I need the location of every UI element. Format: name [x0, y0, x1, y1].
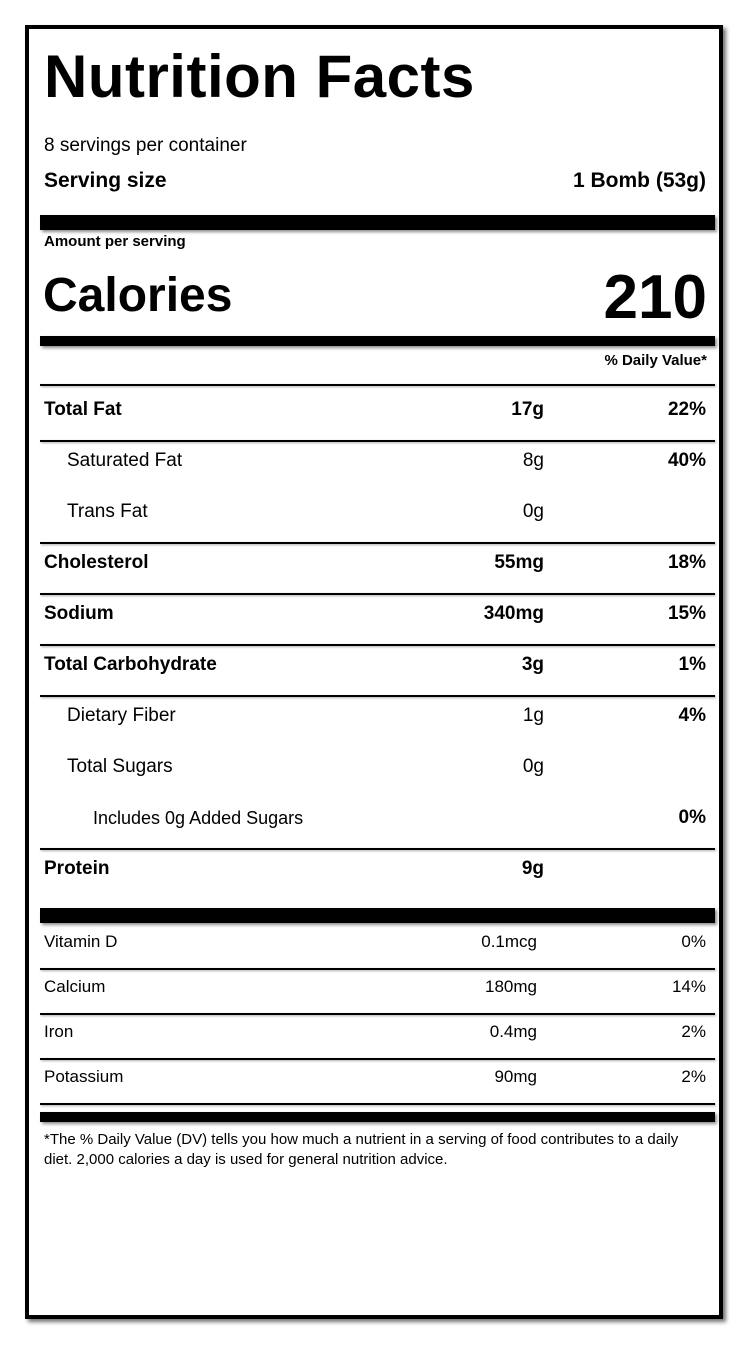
vitamin-amount: 0.4mg [489, 1022, 537, 1041]
nutrient-row-total-carbohydrate [29, 650, 719, 680]
nutrient-name: Dietary Fiber [67, 705, 176, 726]
vitamin-row-vitamin-d [29, 929, 719, 955]
divider [40, 848, 715, 850]
medium-divider [40, 336, 715, 346]
divider [40, 968, 715, 970]
nutrient-name: Total Fat [44, 399, 122, 420]
vitamin-amount: 180mg [485, 977, 537, 996]
nutrient-row-total-fat [29, 395, 719, 425]
nutrient-amount: 8g [522, 450, 544, 471]
nutrient-name: Includes 0g Added Sugars [93, 808, 304, 828]
nutrient-amount: 340mg [483, 603, 544, 624]
vitamin-dv: 14% [671, 977, 706, 996]
nutrient-row-sodium [29, 599, 719, 629]
divider [40, 1013, 715, 1015]
nutrition-facts-label [25, 25, 723, 1319]
vitamin-amount: 0.1mcg [481, 932, 537, 951]
nutrient-dv: 18% [667, 552, 706, 573]
nutrient-row-total-sugars [29, 752, 719, 782]
divider [40, 542, 715, 544]
nutrient-amount: 17g [511, 399, 544, 420]
label-title: Nutrition Facts [44, 43, 475, 110]
vitamin-row-iron [29, 1019, 719, 1045]
nutrient-amount: 55mg [494, 552, 544, 573]
servings-per-container: 8 servings per container [44, 135, 247, 156]
nutrient-row-protein [29, 854, 719, 884]
nutrient-dv: 1% [678, 654, 706, 675]
divider [40, 695, 715, 697]
vitamin-dv: 2% [681, 1067, 706, 1086]
vitamin-row-potassium [29, 1064, 719, 1090]
vitamin-name: Calcium [44, 977, 106, 996]
vitamin-name: Potassium [44, 1067, 124, 1086]
nutrient-name: Total Sugars [67, 756, 173, 777]
nutrient-dv: 4% [678, 705, 706, 726]
divider [40, 1058, 715, 1060]
daily-value-header: % Daily Value* [604, 352, 707, 369]
calories-label: Calories [43, 269, 233, 322]
thick-divider-vitamins [40, 908, 715, 923]
divider [40, 1103, 715, 1105]
nutrient-amount: 0g [522, 501, 544, 522]
nutrient-name: Trans Fat [67, 501, 148, 522]
divider [40, 644, 715, 646]
nutrient-row-cholesterol [29, 548, 719, 578]
footnote: *The % Daily Value (DV) tells you how much a nutrient in a serving of food contributes to a daily diet. 2,000 calories a day is used for general nutrition advice. [44, 1131, 679, 1168]
serving-size-value: 1 Bomb (53g) [572, 169, 706, 192]
vitamin-dv: 2% [681, 1022, 706, 1041]
nutrient-row-trans-fat [29, 497, 719, 527]
nutrient-amount: 9g [521, 858, 544, 879]
amount-per-serving: Amount per serving [44, 233, 186, 250]
nutrient-amount: 3g [521, 654, 544, 675]
divider [40, 593, 715, 595]
nutrient-amount: 1g [522, 705, 544, 726]
nutrient-name: Saturated Fat [67, 450, 183, 471]
serving-size-label: Serving size [44, 169, 167, 192]
nutrient-row-added-sugars [29, 803, 719, 833]
nutrient-dv: 22% [667, 399, 706, 420]
vitamin-name: Vitamin D [44, 932, 118, 951]
nutrient-name: Cholesterol [44, 552, 149, 573]
divider [40, 440, 715, 442]
nutrient-name: Sodium [44, 603, 114, 624]
nutrient-amount: 0g [522, 756, 544, 777]
vitamin-amount: 90mg [494, 1067, 537, 1086]
nutrient-dv: 15% [667, 603, 706, 624]
divider [40, 384, 715, 386]
nutrient-name: Total Carbohydrate [44, 654, 217, 675]
medium-divider-footnote [40, 1112, 715, 1122]
nutrient-dv: 40% [667, 450, 706, 471]
calories-value: 210 [603, 263, 707, 332]
vitamin-name: Iron [44, 1022, 74, 1041]
nutrient-row-dietary-fiber [29, 701, 719, 731]
thick-divider-top [40, 215, 715, 230]
nutrient-dv: 0% [678, 807, 706, 828]
vitamin-dv: 0% [681, 932, 706, 951]
vitamin-row-calcium [29, 974, 719, 1000]
nutrient-row-saturated-fat [29, 446, 719, 476]
nutrient-name: Protein [44, 858, 110, 879]
